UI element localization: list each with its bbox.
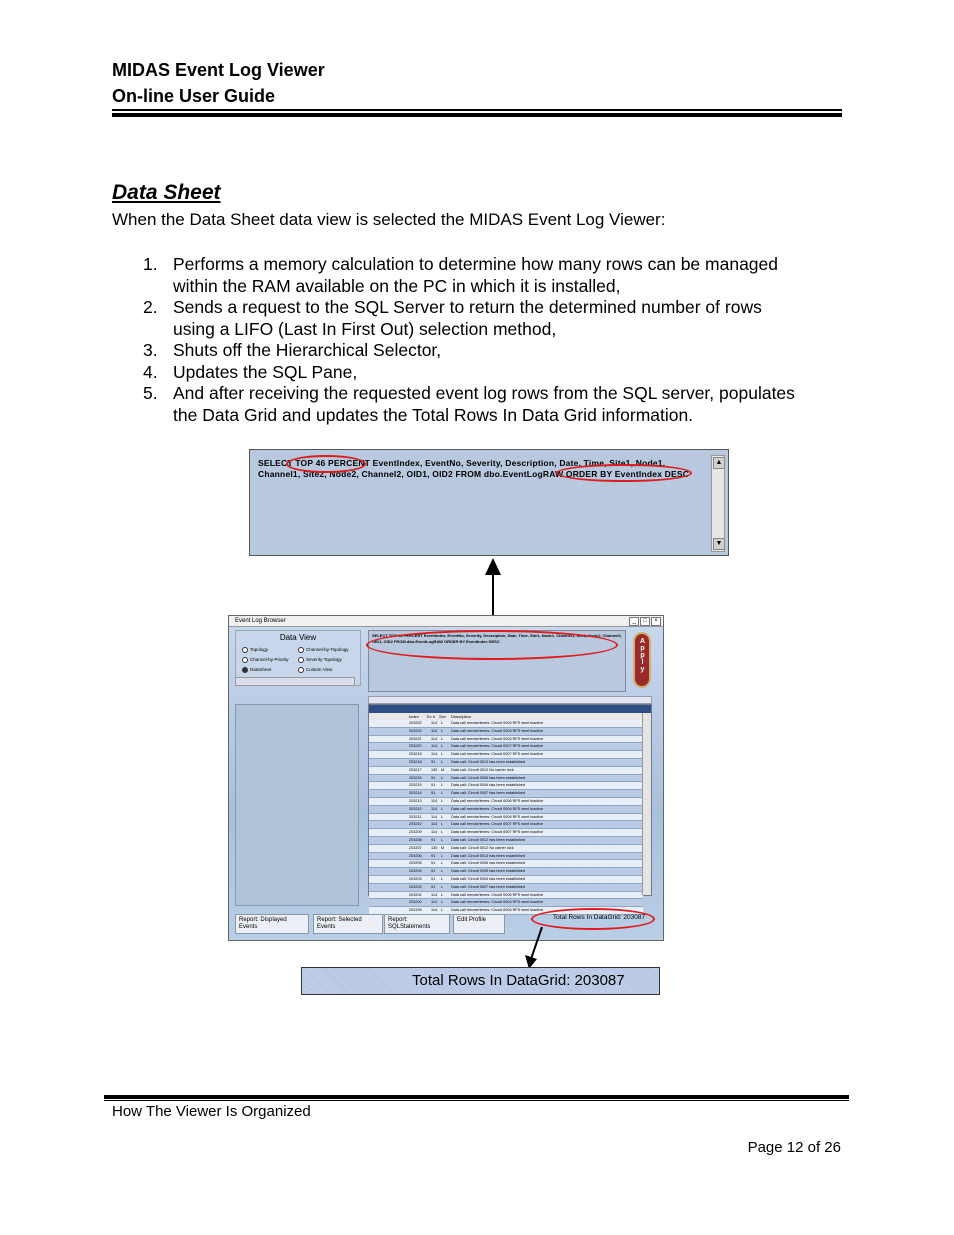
- option-severity-topology[interactable]: Severity-Topology: [298, 657, 342, 663]
- table-cell: Data call remote/terms: Circuit 0004 RFS went inactive: [451, 814, 544, 819]
- maximize-icon[interactable]: □: [640, 617, 650, 626]
- grid-scrollbar[interactable]: [642, 713, 651, 895]
- table-cell: L: [441, 837, 444, 842]
- table-cell: L: [441, 759, 444, 764]
- table-row[interactable]: [369, 876, 643, 884]
- table-cell: 91: [431, 791, 436, 796]
- sql-statement: SELECT TOP 46 PERCENT EventIndex, EventNo, Severity, Description, Date, Time, Site1, Node1, Channel1, Site2, Node2, Channel2, OID1, OID2 FROM dbo.EventLogRAW ORDER BY EventIndex DESC: [258, 458, 690, 479]
- table-cell: L: [441, 791, 444, 796]
- table-cell: Data call: Circuit 0012 No carrier lock: [451, 845, 514, 850]
- step-item: 3. Shuts off the Hierarchical Selector,: [143, 340, 442, 360]
- document-subtitle: On-line User Guide: [112, 86, 276, 106]
- minimize-icon[interactable]: _: [629, 617, 639, 626]
- apply-button[interactable]: Apply: [633, 632, 651, 688]
- table-cell: 203214: [409, 791, 422, 796]
- table-cell: L: [441, 830, 444, 835]
- step-item: 2. Sends a request to the SQL Server to return the determined number of rows using a LIFO (Last In First Out) selection method,: [143, 297, 762, 339]
- table-cell: 203209: [409, 830, 422, 835]
- table-cell: 203199: [409, 908, 422, 913]
- report-selected-button[interactable]: Report: Selected Events: [313, 914, 383, 934]
- table-cell: 203211: [409, 814, 422, 819]
- table-cell: M: [441, 845, 445, 850]
- table-cell: Data call: Circuit 0004 has been established: [451, 876, 526, 881]
- table-row[interactable]: [369, 884, 643, 892]
- table-cell: 114: [431, 736, 438, 741]
- table-cell: L: [441, 806, 444, 811]
- table-row[interactable]: [369, 759, 643, 767]
- table-row[interactable]: [369, 806, 643, 814]
- section-heading: Data Sheet: [112, 181, 221, 204]
- step-item: 5. And after receiving the requested event log rows from the SQL server, populates the Data Grid and updates the Total Rows In Data Grid information.: [143, 383, 795, 425]
- total-rows-zoom: Total Rows In DataGrid: 203087: [301, 967, 660, 995]
- report-sql-button[interactable]: Report: SQLStatements: [384, 914, 450, 934]
- grid-header-bar: [369, 705, 651, 713]
- table-row[interactable]: [369, 837, 643, 845]
- table-cell: Data call remote/terms: Circuit 0004 RFS went inactive: [451, 900, 544, 905]
- table-cell: 203213: [409, 798, 422, 803]
- table-cell: L: [441, 822, 444, 827]
- table-cell: 91: [431, 837, 436, 842]
- table-cell: Data call: Circuit 0004 has been established: [451, 783, 526, 788]
- steps-list: [112, 254, 852, 426]
- table-cell: Data call remote/terms: Circuit 0004 RFS went inactive: [451, 908, 544, 913]
- table-cell: L: [441, 876, 444, 881]
- table-cell: 130: [431, 767, 438, 772]
- table-cell: 91: [431, 783, 436, 788]
- table-cell: 203207: [409, 845, 422, 850]
- table-cell: 91: [431, 884, 436, 889]
- table-cell: L: [441, 736, 444, 741]
- table-cell: 114: [431, 744, 438, 749]
- table-cell: Data call: Circuit 0006 has been established: [451, 775, 526, 780]
- table-cell: 130: [431, 845, 438, 850]
- arrow-up-icon: [484, 558, 502, 576]
- table-cell: 203200: [409, 900, 422, 905]
- table-row[interactable]: [369, 821, 643, 829]
- sql-scrollbar[interactable]: [711, 455, 725, 552]
- table-cell: L: [441, 908, 444, 913]
- table-cell: 114: [431, 798, 438, 803]
- table-cell: 203215: [409, 783, 422, 788]
- table-row[interactable]: [369, 751, 643, 759]
- table-row[interactable]: [369, 767, 643, 775]
- footer-section: How The Viewer Is Organized: [112, 1103, 311, 1120]
- report-displayed-button[interactable]: Report: Displayed Events: [235, 914, 309, 934]
- table-cell: 203222: [409, 721, 422, 725]
- table-cell: L: [441, 884, 444, 889]
- grid-column-headers: Index Ev # Sev Description: [369, 713, 643, 721]
- table-cell: L: [441, 783, 444, 788]
- table-row[interactable]: [369, 782, 643, 790]
- document-title: MIDAS Event Log Viewer: [112, 60, 325, 80]
- table-cell: 203222: [409, 728, 422, 733]
- table-cell: 114: [431, 752, 438, 757]
- table-cell: Data call remote/terms: Circuit 0007 RFS went inactive: [451, 752, 544, 757]
- table-cell: L: [441, 798, 444, 803]
- table-row[interactable]: [369, 845, 643, 853]
- table-cell: 203218: [409, 759, 422, 764]
- table-row[interactable]: [369, 798, 643, 806]
- table-cell: Data call: Circuit 0013 has been established: [451, 853, 526, 858]
- table-cell: L: [441, 900, 444, 905]
- option-custom-view[interactable]: Custom View: [298, 667, 332, 673]
- scroll-up-icon[interactable]: ▲: [713, 457, 725, 469]
- table-cell: L: [441, 744, 444, 749]
- table-cell: Data call remote/terms: Circuit 0007 RFS went inactive: [451, 744, 544, 749]
- table-cell: 203217: [409, 767, 422, 772]
- table-cell: 203212: [409, 806, 422, 811]
- table-cell: Data call: Circuit 0006 has been established: [451, 861, 526, 866]
- table-row[interactable]: [369, 720, 643, 728]
- header-rule-thin: [112, 109, 842, 111]
- table-cell: 203203: [409, 876, 422, 881]
- table-cell: 203202: [409, 884, 422, 889]
- table-cell: Data call remote/terms: Circuit 0007 RFS went inactive: [451, 822, 544, 827]
- table-row[interactable]: [369, 743, 643, 751]
- table-cell: 203220: [409, 744, 422, 749]
- table-cell: 114: [431, 892, 438, 897]
- table-cell: Data call: Circuit 0007 has been established: [451, 884, 526, 889]
- table-row[interactable]: [369, 728, 643, 736]
- total-rows-label: Total Rows In DataGrid: 203087: [552, 914, 646, 921]
- table-cell: L: [441, 752, 444, 757]
- table-cell: M: [441, 767, 445, 772]
- step-item: 4. Updates the SQL Pane,: [143, 361, 358, 382]
- data-grid[interactable]: [368, 704, 652, 913]
- hierarchical-selector[interactable]: [235, 704, 359, 906]
- table-cell: 203206: [409, 853, 422, 858]
- table-cell: 203216: [409, 775, 422, 780]
- table-cell: Data call remote/terms: Circuit 0004 RFS went inactive: [451, 806, 544, 811]
- table-cell: L: [441, 892, 444, 897]
- table-cell: 203221: [409, 736, 422, 741]
- header-rule-thick: [112, 113, 842, 117]
- edit-profile-button[interactable]: Edit Profile: [453, 914, 505, 934]
- table-cell: 203205: [409, 861, 422, 866]
- table-cell: L: [441, 861, 444, 866]
- table-cell: 114: [431, 900, 438, 905]
- table-cell: Data call: Circuit 0012 No carrier lock: [451, 767, 514, 772]
- table-row[interactable]: [369, 860, 643, 868]
- top-percent-highlight: [286, 455, 366, 473]
- table-cell: L: [441, 853, 444, 858]
- table-cell: L: [441, 728, 444, 733]
- table-cell: 203204: [409, 869, 422, 874]
- step-item: 1. Performs a memory calculation to determine how many rows can be managed within the RAM available on the PC in which it is installed,: [143, 254, 778, 296]
- table-cell: Data call remote/terms: Circuit 0004 RFS went inactive: [451, 728, 544, 733]
- table-cell: 203208: [409, 837, 422, 842]
- data-view-title: Data View: [279, 633, 317, 642]
- table-cell: Data call: Circuit 0005 has been established: [451, 869, 526, 874]
- table-cell: Data call: Circuit 0007 has been established: [451, 791, 526, 796]
- table-row[interactable]: [369, 790, 643, 798]
- table-row[interactable]: [369, 853, 643, 861]
- table-row[interactable]: [369, 892, 643, 900]
- table-cell: 91: [431, 869, 436, 874]
- splitter-bar[interactable]: [368, 696, 652, 704]
- table-cell: Data call remote/terms: Circuit 0006 RFS went inactive: [451, 892, 544, 897]
- table-cell: L: [441, 721, 444, 725]
- table-cell: 114: [431, 806, 438, 811]
- table-row[interactable]: [369, 814, 643, 822]
- footer-rule-thick: [104, 1095, 849, 1099]
- option-channel-topology[interactable]: Channel-by-Topology: [298, 647, 349, 653]
- option-channel-priority[interactable]: Channel-by-Priority: [242, 657, 289, 663]
- grid-rows: [369, 720, 643, 915]
- table-cell: Data call remote/terms: Circuit 0004 RFS went inactive: [451, 736, 544, 741]
- window-titlebar: Event Log Browser: [229, 616, 663, 627]
- table-cell: Data call: Circuit 0012 has been established: [451, 837, 526, 842]
- option-topology[interactable]: Topology: [242, 647, 268, 653]
- table-cell: 91: [431, 853, 436, 858]
- table-cell: 91: [431, 775, 436, 780]
- option-datasheet[interactable]: DataSheet: [242, 667, 271, 673]
- table-cell: 114: [431, 830, 438, 835]
- table-row[interactable]: [369, 829, 643, 837]
- window-buttons: [628, 617, 661, 626]
- table-cell: 114: [431, 908, 438, 913]
- sql-pane-zoom: [249, 449, 729, 556]
- table-cell: 114: [431, 814, 438, 819]
- arrow-down-icon: [520, 925, 550, 970]
- table-cell: L: [441, 814, 444, 819]
- scroll-down-icon[interactable]: ▼: [713, 538, 725, 550]
- table-cell: 203201: [409, 892, 422, 897]
- close-icon[interactable]: ×: [651, 617, 661, 626]
- order-by-highlight: [556, 464, 692, 482]
- app-screenshot: [228, 615, 664, 941]
- table-cell: 203219: [409, 752, 422, 757]
- table-cell: 203210: [409, 822, 422, 827]
- table-cell: 91: [431, 861, 436, 866]
- table-cell: Data call remote/terms: Circuit 0006 RFS went inactive: [451, 798, 544, 803]
- profile-combo[interactable]: [235, 677, 355, 686]
- table-cell: 91: [431, 759, 436, 764]
- table-cell: 114: [431, 721, 438, 725]
- footer-rule-thin: [104, 1100, 849, 1101]
- table-cell: 91: [431, 876, 436, 881]
- table-row[interactable]: [369, 899, 643, 907]
- intro-text: When the Data Sheet data view is selected the MIDAS Event Log Viewer:: [112, 210, 666, 229]
- sql-pane-highlight: [366, 630, 618, 660]
- table-row[interactable]: [369, 775, 643, 783]
- table-cell: Data call: Circuit 0012 has been established: [451, 759, 526, 764]
- table-row[interactable]: [369, 736, 643, 744]
- table-cell: Data call remote/terms: Circuit 0004 RFS went inactive: [451, 721, 544, 725]
- table-cell: 114: [431, 822, 438, 827]
- page-number: Page 12 of 26: [747, 1139, 841, 1156]
- sql-pane: SELECT TOP 46 PERCENT EventIndex, EventNo, Severity, Description, Date, Time, Site1, Node1, Channel1, Site2, Node2, Channel2, OID1, OID2 FROM dbo.EventLogRAW ORDER BY EventIndex DESC: [368, 630, 626, 692]
- table-cell: L: [441, 869, 444, 874]
- table-cell: L: [441, 775, 444, 780]
- table-row[interactable]: [369, 868, 643, 876]
- table-cell: Data call remote/terms: Circuit 0007 RFS went inactive: [451, 830, 544, 835]
- table-cell: 114: [431, 728, 438, 733]
